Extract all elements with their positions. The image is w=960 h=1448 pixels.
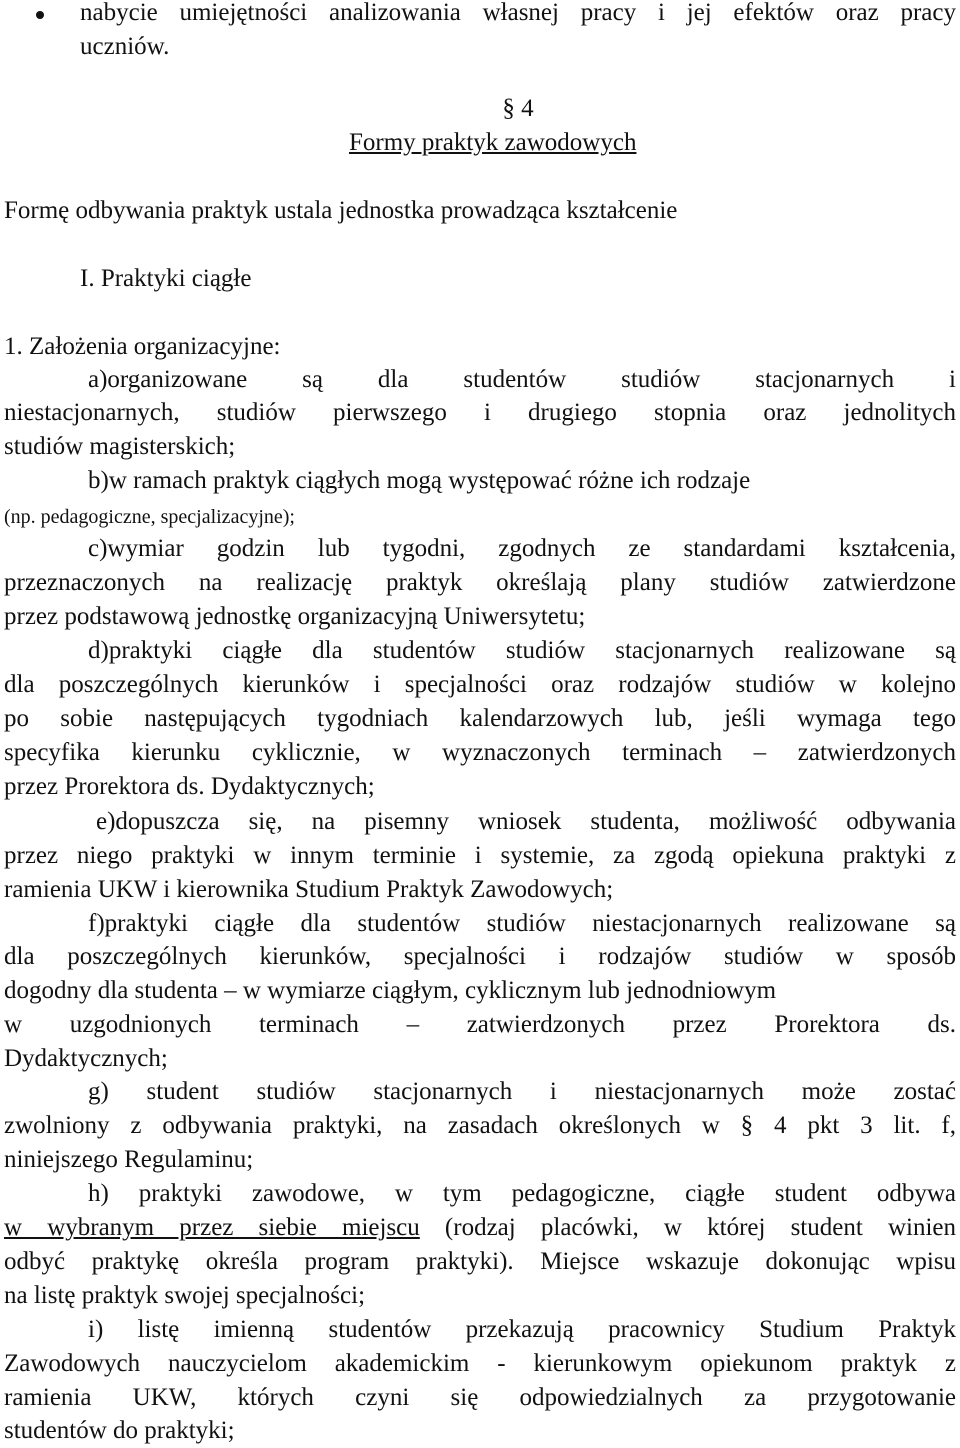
item-f-line-1: f)praktyki ciągłe dla studentów studiów niestacjonarnych realizowane są [88,910,956,937]
item-c-line-2: przeznaczonych na realizację praktyk określają plany studiów zatwierdzone [4,569,956,596]
item-b-line-2: (np. pedagogiczne, specjalizacyjne); [4,506,295,528]
bullet-text-line-2: uczniów. [80,33,170,60]
item-d-line-1: d)praktyki ciągłe dla studentów studiów stacjonarnych realizowane są [88,637,956,664]
item-h-line-2-rest: (rodzaj placówki, w której student winien [419,1214,956,1241]
item-h-line-1: h) praktyki zawodowe, w tym pedagogiczne, ciągłe student odbywa [88,1180,956,1207]
item-a-line-3: studiów magisterskich; [4,433,236,460]
item-d-line-4: specyfika kierunku cyklicznie, w wyznaczonych terminach – zatwierdzonych [4,739,956,766]
item-h-underlined-phrase: w wybranym przez siebie miejscu [4,1214,420,1241]
item-c-line-1: c)wymiar godzin lub tygodni, zgodnych ze standardami kształcenia, [88,535,956,562]
item-i-line-4: studentów do praktyki; [4,1417,235,1444]
item-d-line-2: dla poszczególnych kierunków i specjalności oraz rodzajów studiów w kolejno [4,671,956,698]
item-f-line-5: Dydaktycznych; [4,1045,168,1072]
item-c-line-3: przez podstawową jednostkę organizacyjną Uniwersytetu; [4,603,586,630]
item-b-line-1: b)w ramach praktyk ciągłych mogą występować różne ich rodzaje [88,467,751,494]
item-g-line-2: zwolniony z odbywania praktyki, na zasadach określonych w § 4 pkt 3 lit. f, [4,1112,956,1139]
item-a-line-1: a)organizowane są dla studentów studiów stacjonarnych i [88,366,956,393]
bullet-item [0,0,960,30]
bullet-dot-icon [36,11,44,19]
item-e-line-2: przez niego praktyki w innym terminie i systemie, za zgodą opiekuna praktyki z [4,842,956,869]
item-g-line-1: g) student studiów stacjonarnych i niestacjonarnych może zostać [88,1078,956,1105]
section-number: § 4 [502,95,534,122]
intro-paragraph: Formę odbywania praktyk ustala jednostka prowadząca kształcenie [4,197,678,224]
item-f-line-4: w uzgodnionych terminach – zatwierdzonych przez Prorektora ds. [4,1011,956,1038]
item-h-line-4: na listę praktyk swojej specjalności; [4,1282,366,1309]
item-d-line-3: po sobie następujących tygodniach kalendarzowych lub, jeśli wymaga tego [4,705,956,732]
item-d-line-5: przez Prorektora ds. Dydaktycznych; [4,773,375,800]
item-f-line-2: dla poszczególnych kierunków, specjalności i rodzajów studiów w sposób [4,943,956,970]
item-e-line-3: ramienia UKW i kierownika Studium Praktyk Zawodowych; [4,876,614,903]
item-g-line-3: niniejszego Regulaminu; [4,1146,254,1173]
section-heading: I. Praktyki ciągłe [80,265,252,292]
point-1-title: 1. Założenia organizacyjne: [4,333,281,360]
item-i-line-2: Zawodowych nauczycielom akademickim - kierunkowym opiekunom praktyk z [4,1350,956,1377]
item-a-line-2: niestacjonarnych, studiów pierwszego i drugiego stopnia oraz jednolitych [4,399,956,426]
item-e-line-1: e)dopuszcza się, na pisemny wniosek studenta, możliwość odbywania [96,808,956,835]
bullet-text-line-1: nabycie umiejętności analizowania własnej pracy i jej efektów oraz pracy [80,0,956,26]
item-f-line-3: dogodny dla studenta – w wymiarze ciągłym, cyklicznym lub jednodniowym [4,977,777,1004]
item-i-line-1: i) listę imienną studentów przekazują pracownicy Studium Praktyk [88,1316,956,1343]
item-i-line-3: ramienia UKW, których czyni się odpowiedzialnych za przygotowanie [4,1384,956,1411]
item-h-line-2 [4,1211,956,1245]
item-h-line-3: odbyć praktykę określa program praktyki). Miejsce wskazuje dokonując wpisu [4,1248,956,1275]
section-title: Formy praktyk zawodowych [349,129,637,156]
